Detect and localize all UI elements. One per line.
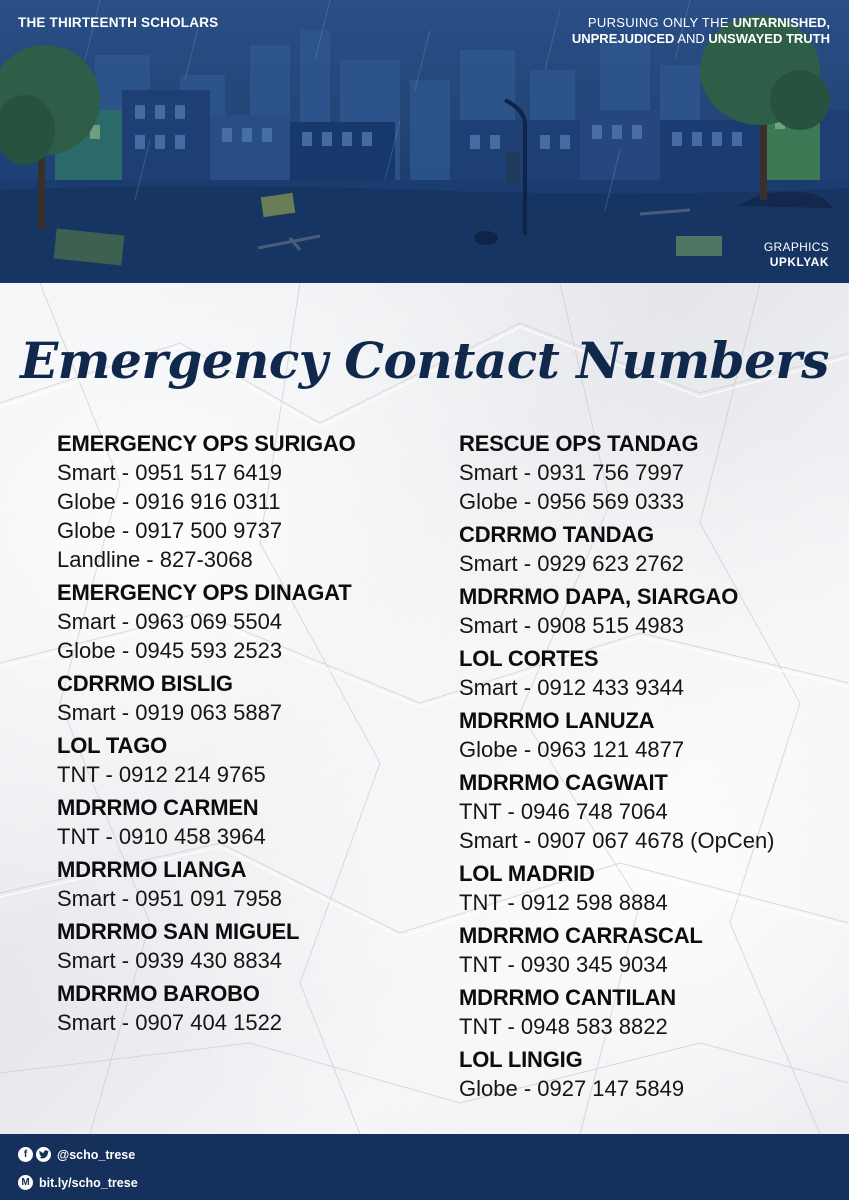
agency-name: EMERGENCY OPS DINAGAT — [57, 580, 352, 605]
facebook-icon[interactable]: f — [18, 1147, 33, 1162]
contact-group — [459, 520, 775, 578]
agency-name: LOL LINGIG — [459, 1047, 583, 1072]
contact-group — [459, 859, 775, 917]
agency-name: MDRRMO CAGWAIT — [459, 770, 668, 795]
contact-number: Globe - 0963 121 4877 — [459, 737, 685, 762]
contact-number: Smart - 0951 091 7958 — [57, 886, 283, 911]
social-handle[interactable]: @scho_trese — [57, 1147, 136, 1162]
contacts-left-column — [57, 429, 356, 1041]
contact-group — [57, 578, 356, 665]
contact-number: TNT - 0948 583 8822 — [459, 1014, 668, 1039]
contact-number: TNT - 0930 345 9034 — [459, 952, 668, 977]
social-row — [18, 1147, 135, 1162]
contact-group — [459, 1045, 775, 1103]
contact-number: Smart - 0963 069 5504 — [57, 609, 283, 634]
contacts-right-column — [459, 429, 775, 1107]
agency-name: MDRRMO CARMEN — [57, 795, 259, 820]
motto-untarnished: UNTARNISHED, — [732, 15, 830, 30]
contact-number: Smart - 0912 433 9344 — [459, 675, 685, 700]
page-title: Emergency Contact Numbers — [20, 331, 829, 390]
contact-group — [459, 768, 775, 855]
contact-number: Globe - 0956 569 0333 — [459, 489, 685, 514]
agency-name: EMERGENCY OPS SURIGAO — [57, 431, 356, 456]
motto — [572, 15, 830, 47]
contact-group — [459, 983, 775, 1041]
footer — [0, 1134, 849, 1200]
contact-group — [459, 921, 775, 979]
agency-name: LOL MADRID — [459, 861, 595, 886]
contact-number: Smart - 0931 756 7997 — [459, 460, 685, 485]
header-banner — [0, 0, 849, 283]
contact-number: Smart - 0929 623 2762 — [459, 551, 685, 576]
credit-role: GRAPHICS — [763, 240, 829, 254]
motto-prefix: PURSUING ONLY THE — [587, 15, 733, 30]
agency-name: MDRRMO LANUZA — [459, 708, 655, 733]
contact-group — [57, 793, 356, 851]
contact-number: Globe - 0916 916 0311 — [57, 489, 281, 514]
contact-group — [459, 582, 775, 640]
contact-number: Globe - 0927 147 5849 — [459, 1076, 685, 1101]
contact-group — [459, 429, 775, 516]
contact-number: Smart - 0907 067 4678 (OpCen) — [459, 828, 775, 853]
contact-number: Smart - 0907 404 1522 — [57, 1010, 283, 1035]
agency-name: MDRRMO CANTILAN — [459, 985, 676, 1010]
agency-name: MDRRMO DAPA, SIARGAO — [459, 584, 739, 609]
org-name: THE THIRTEENTH SCHOLARS — [18, 15, 219, 30]
contact-number: TNT - 0912 214 9765 — [57, 762, 266, 787]
contact-number: Globe - 0945 593 2523 — [57, 638, 283, 663]
contact-group — [459, 706, 775, 764]
contact-number: Smart - 0939 430 8834 — [57, 948, 283, 973]
contact-number: Smart - 0951 517 6419 — [57, 460, 283, 485]
contact-number: TNT - 0946 748 7064 — [459, 799, 668, 824]
contact-number: Landline - 827-3068 — [57, 547, 253, 572]
agency-name: MDRRMO LIANGA — [57, 857, 247, 882]
contact-number: Smart - 0919 063 5887 — [57, 700, 283, 725]
motto-and: AND — [674, 31, 709, 46]
contact-group — [459, 644, 775, 702]
agency-name: MDRRMO BAROBO — [57, 981, 260, 1006]
contact-number: TNT - 0910 458 3964 — [57, 824, 266, 849]
website-link[interactable]: bit.ly/scho_trese — [39, 1175, 138, 1190]
agency-name: CDRRMO BISLIG — [57, 671, 233, 696]
contact-group — [57, 429, 356, 574]
contact-number: Smart - 0908 515 4983 — [459, 613, 685, 638]
agency-name: MDRRMO CARRASCAL — [459, 923, 703, 948]
agency-name: RESCUE OPS TANDAG — [459, 431, 699, 456]
graphics-credit — [764, 240, 829, 270]
link-row — [18, 1175, 138, 1190]
content-area — [0, 283, 849, 1134]
motto-unprejudiced: UNPREJUDICED — [571, 31, 675, 46]
credit-name: UPKLYAK — [769, 255, 829, 269]
medium-icon[interactable]: M — [18, 1175, 33, 1190]
agency-name: LOL TAGO — [57, 733, 168, 758]
motto-unswayed-truth: UNSWAYED TRUTH — [708, 31, 830, 46]
agency-name: LOL CORTES — [459, 646, 599, 671]
contact-group — [57, 669, 356, 727]
contact-group — [57, 979, 356, 1037]
agency-name: CDRRMO TANDAG — [459, 522, 654, 547]
contact-group — [57, 917, 356, 975]
contact-group — [57, 731, 356, 789]
contact-group — [57, 855, 356, 913]
contact-number: TNT - 0912 598 8884 — [459, 890, 668, 915]
twitter-icon[interactable] — [36, 1147, 51, 1162]
contact-number: Globe - 0917 500 9737 — [57, 518, 283, 543]
agency-name: MDRRMO SAN MIGUEL — [57, 919, 300, 944]
